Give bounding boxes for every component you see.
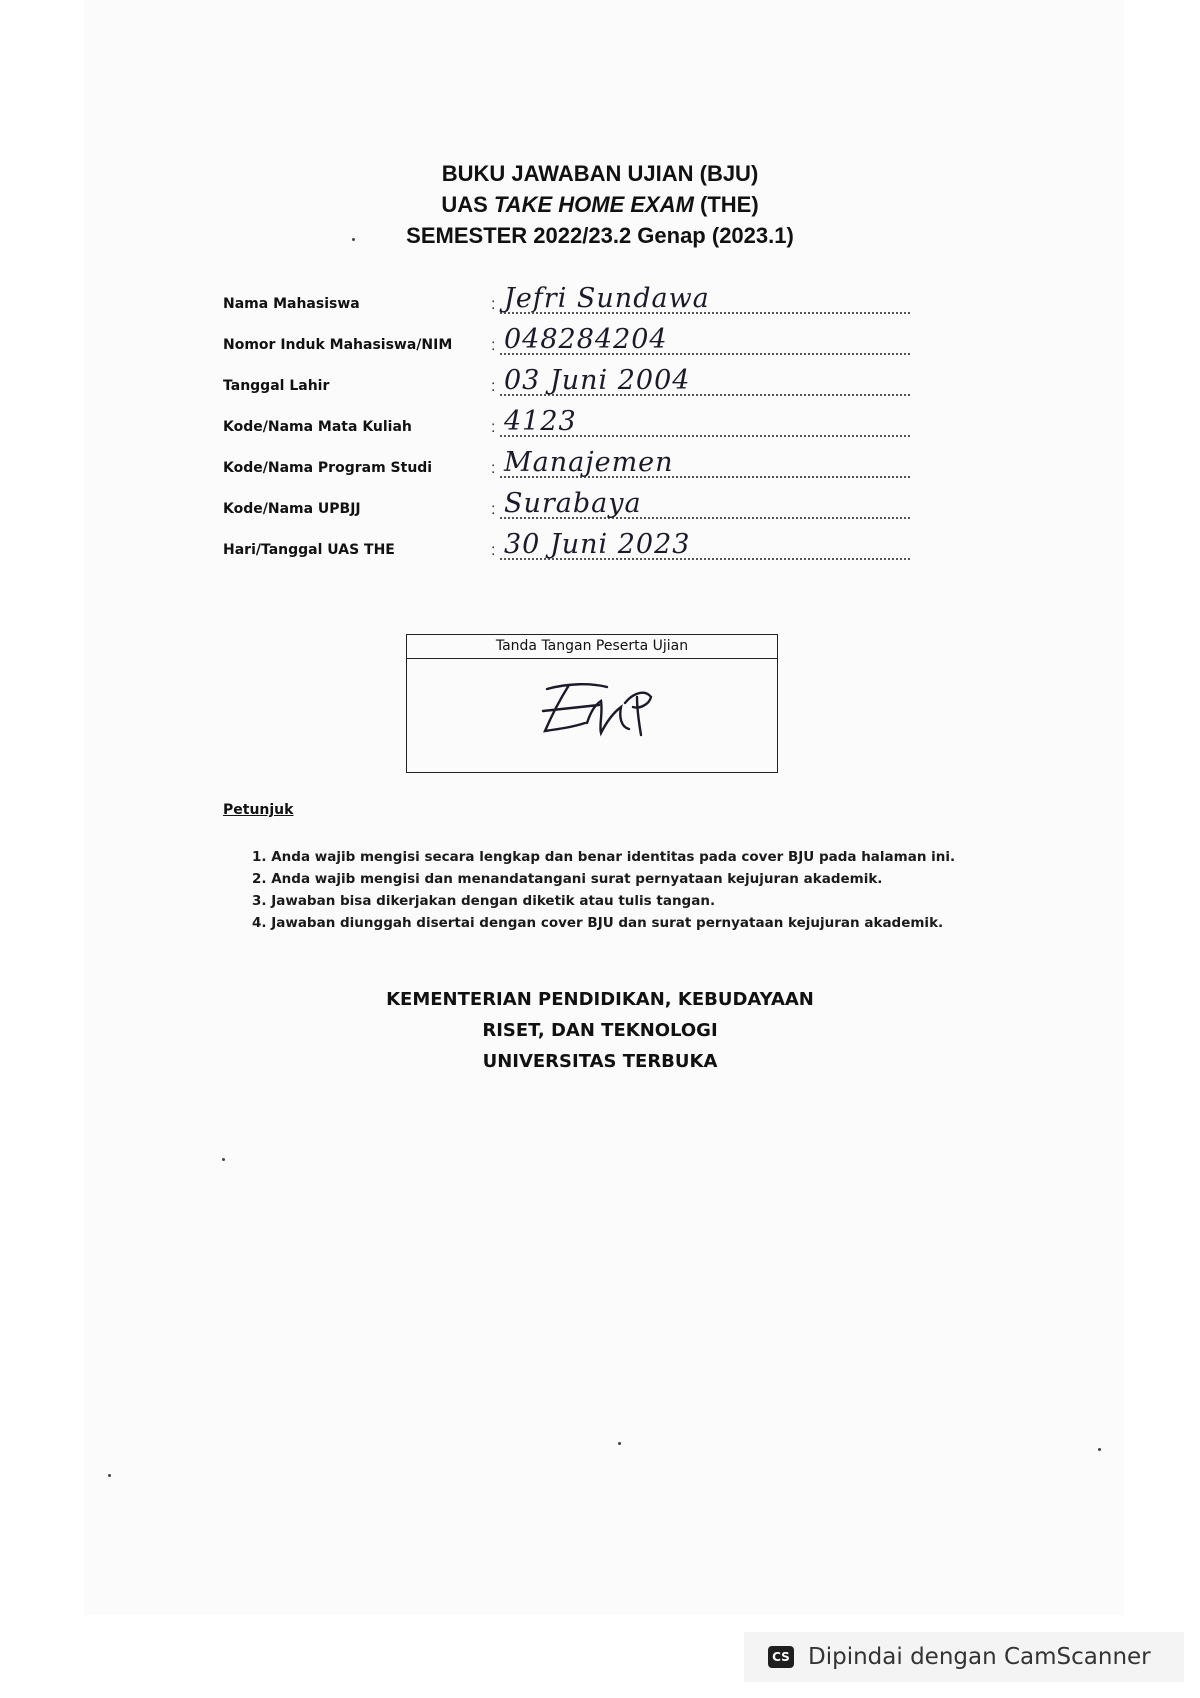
footer-line-1: KEMENTERIAN PENDIDIKAN, KEBUDAYAAN <box>386 989 814 1010</box>
field-value-line <box>500 444 910 478</box>
footer-line-2: RISET, DAN TEKNOLOGI <box>482 1020 718 1041</box>
colon: : <box>491 542 496 559</box>
instruction-item: 3. Jawaban bisa dikerjakan dengan diketik atau tulis tangan. <box>252 893 716 909</box>
field-label: Hari/Tanggal UAS THE <box>223 542 395 558</box>
scan-speck <box>108 1474 111 1477</box>
field-value-line <box>500 403 910 437</box>
scan-speck <box>618 1442 621 1445</box>
form-row-upbjj <box>223 482 913 523</box>
handwritten-value: 30 Juni 2023 <box>504 529 691 560</box>
colon: : <box>491 501 496 518</box>
title-line-2 <box>0 189 1200 220</box>
camscanner-watermark <box>744 1632 1184 1682</box>
scan-speck <box>1098 1448 1101 1451</box>
footer-line-3: UNIVERSITAS TERBUKA <box>482 1051 718 1072</box>
field-value-line <box>500 526 910 560</box>
field-label: Tanggal Lahir <box>223 378 330 394</box>
handwritten-value: 4123 <box>504 406 577 437</box>
field-label: Kode/Nama Program Studi <box>223 460 433 476</box>
colon: : <box>491 296 496 313</box>
colon: : <box>491 460 496 477</box>
title-line-2-suffix: (THE) <box>693 192 759 217</box>
handwritten-value: 03 Juni 2004 <box>504 365 691 396</box>
form-row-mata-kuliah <box>223 400 913 441</box>
scan-speck <box>352 238 355 241</box>
instruction-item: 1. Anda wajib mengisi secara lengkap dan benar identitas pada cover BJU pada halaman ini. <box>252 849 956 865</box>
form-row-tanggal-uas <box>223 523 913 564</box>
field-label: Kode/Nama Mata Kuliah <box>223 419 412 435</box>
camscanner-logo-icon: CS <box>768 1646 794 1668</box>
signature-box-title: Tanda Tangan Peserta Ujian <box>407 635 777 659</box>
form-row-tanggal-lahir <box>223 359 913 400</box>
document-title <box>0 158 1200 251</box>
handwritten-value: 048284204 <box>504 324 668 355</box>
field-value-line <box>500 280 910 314</box>
scan-speck <box>222 1158 225 1161</box>
field-label: Nama Mahasiswa <box>223 296 360 312</box>
form-row-nama <box>223 277 913 318</box>
institution-footer <box>0 984 1200 1077</box>
instruction-item: 2. Anda wajib mengisi dan menandatangani surat pernyataan kejujuran akademik. <box>252 871 883 887</box>
field-value-line <box>500 485 910 519</box>
instructions-list <box>252 846 972 934</box>
colon: : <box>491 378 496 395</box>
handwritten-value: Manajemen <box>504 447 674 478</box>
field-label: Nomor Induk Mahasiswa/NIM <box>223 337 453 353</box>
form-row-program-studi <box>223 441 913 482</box>
identity-form <box>223 277 913 564</box>
field-label: Kode/Nama UPBJJ <box>223 501 361 517</box>
signature-box <box>406 634 778 773</box>
colon: : <box>491 337 496 354</box>
signature-drawing <box>529 675 659 745</box>
camscanner-text: Dipindai dengan CamScanner <box>808 1644 1151 1670</box>
handwritten-value: Surabaya <box>504 488 642 519</box>
handwritten-value: Jefri Sundawa <box>504 283 710 314</box>
title-line-3: SEMESTER 2022/23.2 Genap (2023.1) <box>406 223 794 248</box>
title-line-2-prefix: UAS <box>441 192 494 217</box>
instruction-item: 4. Jawaban diunggah disertai dengan cover BJU dan surat pernyataan kejujuran akademik. <box>252 915 944 931</box>
instructions-heading: Petunjuk <box>223 802 294 818</box>
title-line-1: BUKU JAWABAN UJIAN (BJU) <box>441 161 759 186</box>
form-row-nim <box>223 318 913 359</box>
colon: : <box>491 419 496 436</box>
field-value-line <box>500 321 910 355</box>
title-line-2-italic: TAKE HOME EXAM <box>493 192 694 217</box>
field-value-line <box>500 362 910 396</box>
